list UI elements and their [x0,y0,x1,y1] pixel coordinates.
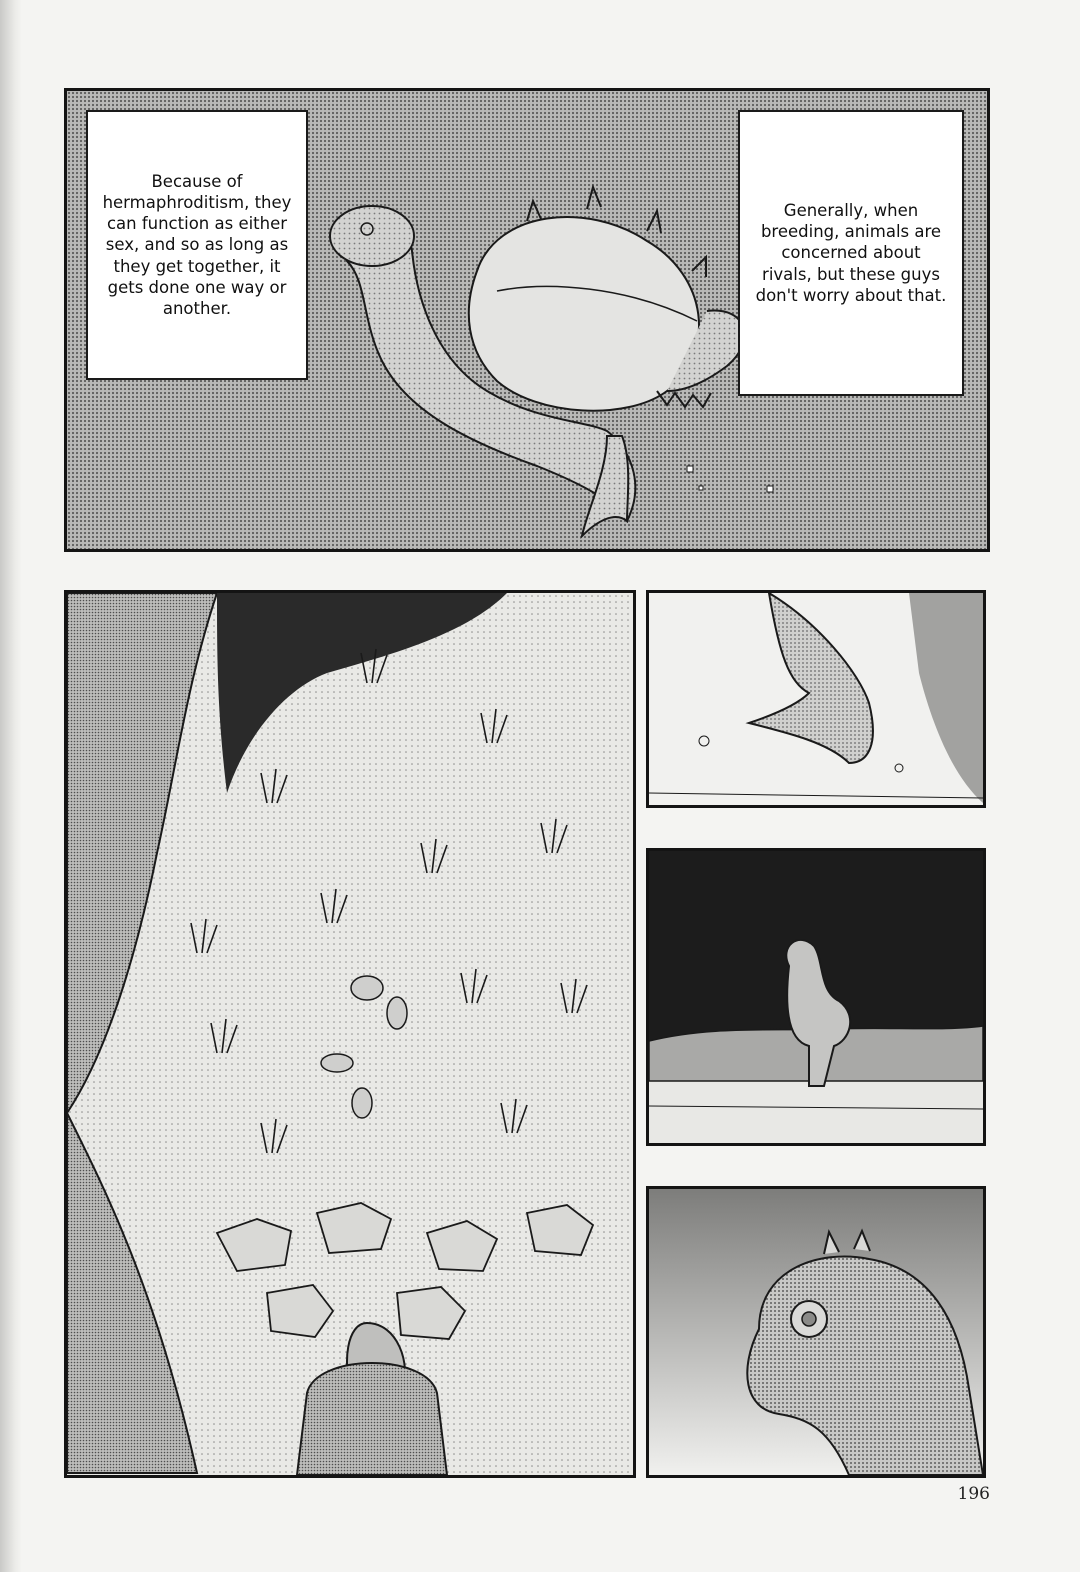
landscape-illustration [67,593,633,1475]
creature-night-illustration [649,851,983,1143]
panel-head-closeup [646,1186,986,1478]
caption-box-right [738,110,964,396]
panel-creature-night [646,848,986,1146]
page-number: 196 [957,1484,990,1504]
caption-left-text: Because of hermaphroditism, they can function as either sex, and so as long as they get together, it gets done one way or another. [102,172,292,318]
head-closeup-illustration [649,1189,983,1475]
caption-box-left [86,110,308,380]
fin-closeup-illustration [649,593,983,805]
caption-right-text: Generally, when breeding, animals are concerned about rivals, but these guys don't worry about that. [755,201,947,305]
panel-fin-closeup [646,590,986,808]
page-gutter-shadow [0,0,22,1572]
panel-landscape-with-creatures [64,590,636,1478]
